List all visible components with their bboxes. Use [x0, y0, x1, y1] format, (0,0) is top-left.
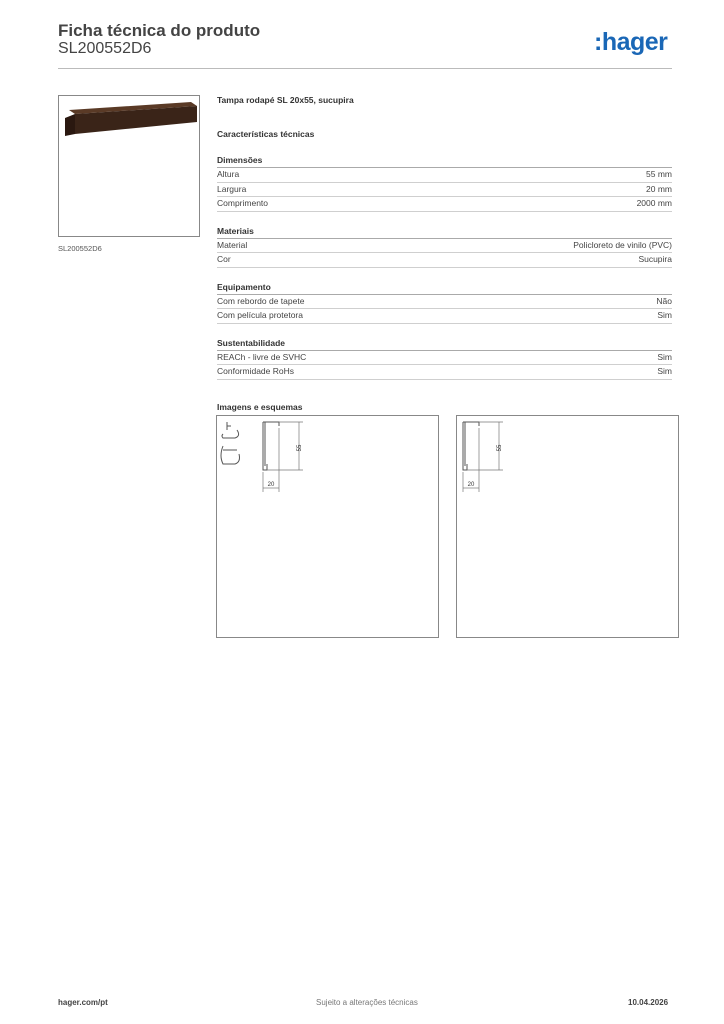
- spec-group-title: Equipamento: [217, 282, 672, 295]
- product-image-caption: SL200552D6: [58, 244, 102, 253]
- spec-label: Conformidade RoHs: [217, 366, 295, 376]
- spec-label: Com rebordo de tapete: [217, 295, 305, 306]
- cover-diagram: [457, 416, 678, 637]
- spec-group-materials: [217, 226, 672, 268]
- spec-label: Largura: [217, 183, 247, 194]
- product-name: Tampa rodapé SL 20x55, sucupira: [217, 95, 354, 105]
- spec-label: Com película protetora: [217, 310, 303, 320]
- footer-disclaimer: Sujeito a alterações técnicas: [316, 998, 418, 1007]
- spec-group-sustainability: [217, 338, 672, 380]
- spec-group-title: Sustentabilidade: [217, 338, 672, 351]
- spec-row: [217, 239, 672, 254]
- spec-value: Não: [656, 295, 672, 306]
- scheme-drawing-1: [216, 415, 439, 638]
- spec-row: [217, 295, 672, 310]
- spec-row: [217, 197, 672, 212]
- spec-value: Sim: [657, 310, 672, 320]
- spec-value: 2000 mm: [636, 198, 672, 208]
- height-dimension-label: 55: [497, 444, 503, 452]
- spec-value: 55 mm: [646, 169, 672, 179]
- spec-value: Sucupira: [638, 254, 672, 264]
- spec-group-dimensions: [217, 155, 672, 212]
- spec-row: [217, 253, 672, 268]
- product-image: [58, 95, 200, 237]
- spec-label: Comprimento: [217, 198, 269, 208]
- hager-logo: :hager: [594, 28, 668, 56]
- spec-label: Cor: [217, 254, 231, 264]
- spec-group-title: Materiais: [217, 226, 672, 239]
- spec-row: [217, 309, 672, 324]
- footer-date: 10.04.2026: [628, 998, 669, 1007]
- spec-row: [217, 168, 672, 183]
- product-code: SL200552D6: [58, 40, 152, 57]
- spec-value: Policloreto de vinilo (PVC): [573, 239, 672, 250]
- trim-cover-illustration: [59, 96, 199, 236]
- spec-row: [217, 365, 672, 380]
- technical-content: [217, 95, 672, 414]
- header-divider: [58, 68, 672, 69]
- spec-row: [217, 351, 672, 366]
- width-dimension-label: 20: [267, 482, 275, 488]
- spec-label: Material: [217, 239, 248, 250]
- spec-label: Altura: [217, 169, 240, 179]
- footer-website-link[interactable]: hager.com/pt: [58, 998, 108, 1007]
- tech-section-title: Características técnicas: [217, 129, 315, 139]
- scheme-drawing-2: [456, 415, 679, 638]
- images-section-title: Imagens e esquemas: [217, 401, 303, 412]
- spec-group-title: Dimensões: [217, 155, 672, 168]
- width-dimension-label: 20: [467, 482, 475, 488]
- height-dimension-label: 55: [297, 444, 303, 452]
- spec-value: Sim: [657, 366, 672, 376]
- spec-group-equipment: [217, 282, 672, 324]
- spec-value: 20 mm: [646, 183, 672, 194]
- spec-label: REACh - livre de SVHC: [217, 351, 307, 362]
- profile-diagram: [217, 416, 438, 637]
- spec-value: Sim: [657, 351, 672, 362]
- spec-row: [217, 183, 672, 198]
- page-title: Ficha técnica do produto: [58, 21, 261, 40]
